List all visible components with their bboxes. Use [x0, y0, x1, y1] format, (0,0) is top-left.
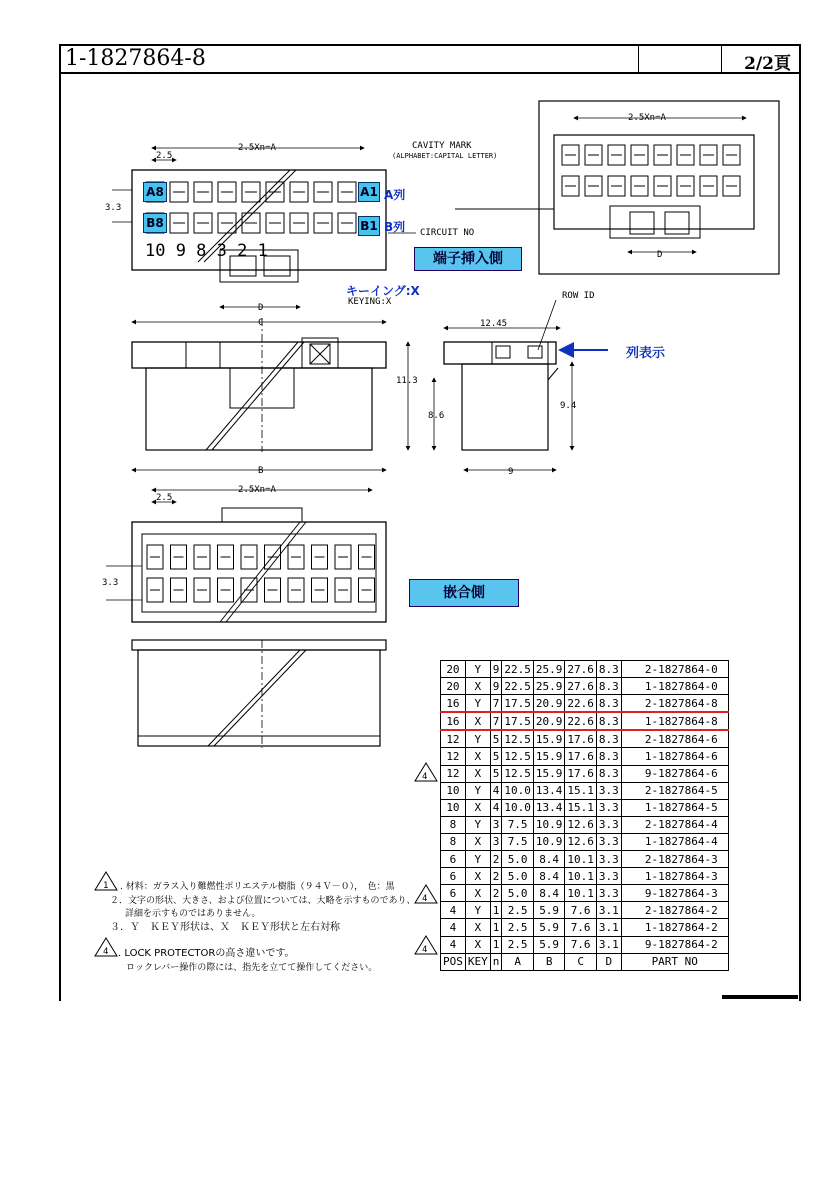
cell-n: 3	[490, 816, 502, 833]
cell-n: 1	[490, 936, 502, 953]
cell-key: X	[465, 712, 490, 730]
cell-a: 10.0	[502, 799, 534, 816]
table-row	[441, 885, 729, 902]
cell-part: 2-1827864-6	[621, 730, 728, 748]
cell-key: X	[465, 678, 490, 695]
cell-c: 17.6	[565, 748, 597, 765]
cell-c: 22.6	[565, 712, 597, 730]
cell-d: 8.3	[596, 765, 621, 782]
top-dim-pitch: 2.5	[156, 151, 173, 161]
cell-n: 2	[490, 868, 502, 885]
table-row	[441, 695, 729, 713]
cell-part: 1-1827864-4	[621, 833, 728, 850]
cell-d: 8.3	[596, 712, 621, 730]
table-row	[441, 765, 729, 782]
cell-pos: 4	[441, 902, 466, 919]
cell-c: 27.6	[565, 678, 597, 695]
cell-d: 3.3	[596, 816, 621, 833]
header-cell: POS	[441, 953, 466, 970]
cell-key: X	[465, 748, 490, 765]
mating-side-view	[106, 490, 386, 622]
note-2: ２．文字の形状、大きさ、および位置については、大略を示すものであり、	[110, 896, 416, 906]
top-dim-a: 2.5Xn=A	[238, 143, 276, 153]
circuit-no-label: CIRCUIT NO	[420, 228, 475, 238]
cell-part: 2-1827864-0	[621, 661, 728, 678]
cell-b: 5.9	[533, 936, 565, 953]
inset-dim-a: 2.5Xn=A	[628, 113, 666, 123]
cell-key: X	[465, 799, 490, 816]
table-row	[441, 661, 729, 678]
cell-n: 2	[490, 885, 502, 902]
table-row	[441, 868, 729, 885]
table-row	[441, 712, 729, 730]
cell-n: 1	[490, 902, 502, 919]
cell-d: 8.3	[596, 730, 621, 748]
header-cell: KEY	[465, 953, 490, 970]
cell-key: Y	[465, 782, 490, 799]
cell-d: 3.3	[596, 782, 621, 799]
cell-pos: 20	[441, 678, 466, 695]
cell-n: 1	[490, 919, 502, 936]
cell-pos: 12	[441, 730, 466, 748]
cell-d: 8.3	[596, 678, 621, 695]
dim-8-6: 8.6	[428, 411, 445, 421]
cell-pos: 10	[441, 799, 466, 816]
cavity-b8: B8	[143, 213, 167, 233]
cavity-a8: A8	[143, 182, 167, 202]
table-row	[441, 799, 729, 816]
part-table	[440, 660, 729, 971]
cell-part: 2-1827864-5	[621, 782, 728, 799]
cell-d: 3.1	[596, 936, 621, 953]
cell-a: 7.5	[502, 816, 534, 833]
note-4b: ロックレバー操作の際には、指先を立てて操作してください。	[126, 963, 378, 973]
mating-cell-grid	[147, 545, 375, 602]
table-row	[441, 919, 729, 936]
cell-part: 9-1827864-3	[621, 885, 728, 902]
cell-d: 8.3	[596, 695, 621, 713]
cell-c: 7.6	[565, 902, 597, 919]
cell-key: X	[465, 868, 490, 885]
cell-a: 5.0	[502, 851, 534, 868]
cell-b: 10.9	[533, 816, 565, 833]
dim-c: C	[258, 318, 264, 328]
cell-b: 15.9	[533, 765, 565, 782]
cell-b: 15.9	[533, 748, 565, 765]
cell-part: 9-1827864-2	[621, 936, 728, 953]
cell-part: 2-1827864-2	[621, 902, 728, 919]
cell-pos: 12	[441, 765, 466, 782]
cell-key: X	[465, 885, 490, 902]
cell-part: 2-1827864-4	[621, 816, 728, 833]
cell-a: 12.5	[502, 765, 534, 782]
cell-c: 27.6	[565, 661, 597, 678]
cavity-mark-label: CAVITY MARK	[412, 141, 472, 151]
cell-key: X	[465, 936, 490, 953]
front-side-view	[132, 307, 386, 470]
lock-protector-view	[132, 640, 386, 748]
cell-pos: 16	[441, 695, 466, 713]
rev-mark-1: 4	[422, 772, 428, 782]
keying-jp-label: キーイング:X	[346, 284, 420, 298]
table-row	[441, 936, 729, 953]
cell-b: 5.9	[533, 919, 565, 936]
cell-a: 12.5	[502, 730, 534, 748]
cell-a: 22.5	[502, 661, 534, 678]
cell-c: 7.6	[565, 919, 597, 936]
cell-b: 20.9	[533, 695, 565, 713]
cell-key: Y	[465, 851, 490, 868]
cell-c: 12.6	[565, 816, 597, 833]
mate-dim-a: 2.5Xn=A	[238, 485, 276, 495]
cell-key: Y	[465, 661, 490, 678]
cell-d: 3.3	[596, 851, 621, 868]
header-cell: C	[565, 953, 597, 970]
dim-9: 9	[508, 467, 514, 477]
note-3: ３．Ｙ ＫＥＹ形状は、Ｘ ＫＥＹ形状と左右対称	[110, 922, 340, 933]
cell-key: X	[465, 765, 490, 782]
cell-key: Y	[465, 695, 490, 713]
cell-d: 3.1	[596, 902, 621, 919]
cell-d: 3.3	[596, 833, 621, 850]
inset-cells	[562, 145, 740, 196]
cell-part: 2-1827864-3	[621, 851, 728, 868]
cell-a: 2.5	[502, 936, 534, 953]
mate-dim-pitch: 2.5	[156, 493, 173, 503]
cell-n: 9	[490, 661, 502, 678]
a-row-label: A列	[384, 188, 406, 202]
cell-a: 17.5	[502, 695, 534, 713]
cell-b: 15.9	[533, 730, 565, 748]
cell-a: 5.0	[502, 885, 534, 902]
part-number: 1-1827864-8	[65, 46, 206, 71]
table-row	[441, 816, 729, 833]
cell-key: X	[465, 833, 490, 850]
cell-b: 8.4	[533, 885, 565, 902]
cell-b: 8.4	[533, 851, 565, 868]
note-2b: 詳細を示すものではありません。	[125, 909, 261, 919]
table-row	[441, 782, 729, 799]
cell-a: 2.5	[502, 902, 534, 919]
cavity-a1: A1	[358, 182, 380, 202]
cell-n: 5	[490, 765, 502, 782]
end-view	[408, 300, 608, 470]
cell-a: 2.5	[502, 919, 534, 936]
cell-pos: 12	[441, 748, 466, 765]
cell-a: 7.5	[502, 833, 534, 850]
table-row	[441, 730, 729, 748]
cell-pos: 4	[441, 919, 466, 936]
cell-pos: 8	[441, 833, 466, 850]
top-dim-row: 3.3	[105, 203, 122, 213]
dim-11-3: 11.3	[396, 376, 418, 386]
cell-pos: 8	[441, 816, 466, 833]
cell-n: 4	[490, 782, 502, 799]
page-number: 2/2頁	[744, 54, 791, 74]
cell-part: 1-1827864-8	[621, 712, 728, 730]
cell-a: 12.5	[502, 748, 534, 765]
keying-en: KEYING:X	[348, 297, 392, 307]
cell-b: 20.9	[533, 712, 565, 730]
cell-n: 5	[490, 730, 502, 748]
cell-part: 1-1827864-2	[621, 919, 728, 936]
dim-12-45: 12.45	[480, 319, 508, 329]
rev-mark-2: 4	[422, 894, 428, 904]
cell-n: 3	[490, 833, 502, 850]
cell-key: X	[465, 919, 490, 936]
cavity-mark-sub: (ALPHABET:CAPITAL LETTER)	[392, 152, 498, 160]
cell-c: 10.1	[565, 885, 597, 902]
cell-pos: 6	[441, 851, 466, 868]
dim-b: B	[258, 466, 264, 476]
cell-c: 10.1	[565, 851, 597, 868]
row-display-label: 列表示	[626, 346, 666, 361]
cell-b: 5.9	[533, 902, 565, 919]
cell-d: 3.3	[596, 885, 621, 902]
cell-d: 3.3	[596, 868, 621, 885]
header-cell: n	[490, 953, 502, 970]
note-4: . LOCK PROTECTORの高さ違いです。	[118, 948, 295, 959]
cell-pos: 4	[441, 936, 466, 953]
cell-d: 3.1	[596, 919, 621, 936]
table-row	[441, 678, 729, 695]
cell-c: 15.1	[565, 782, 597, 799]
cell-a: 17.5	[502, 712, 534, 730]
cell-b: 13.4	[533, 782, 565, 799]
cell-key: Y	[465, 902, 490, 919]
cell-n: 9	[490, 678, 502, 695]
cell-c: 12.6	[565, 833, 597, 850]
row-id-label: ROW ID	[562, 291, 595, 301]
cell-pos: 20	[441, 661, 466, 678]
cell-key: Y	[465, 730, 490, 748]
cavity-b1: B1	[358, 216, 380, 236]
insert-side-label: 端子挿入側	[414, 247, 522, 271]
dim-9-4: 9.4	[560, 401, 577, 411]
cell-b: 25.9	[533, 661, 565, 678]
cell-part: 1-1827864-3	[621, 868, 728, 885]
note-1: . 材料：ガラス入り難燃性ポリエステル樹脂（９４Ｖ－０）， 色：黒	[120, 882, 395, 892]
cell-pos: 16	[441, 712, 466, 730]
cell-part: 1-1827864-0	[621, 678, 728, 695]
cell-part: 2-1827864-8	[621, 695, 728, 713]
cell-c: 22.6	[565, 695, 597, 713]
note4-num: 4	[103, 947, 109, 957]
cell-c: 10.1	[565, 868, 597, 885]
cell-c: 17.6	[565, 730, 597, 748]
cell-b: 8.4	[533, 868, 565, 885]
table-row	[441, 851, 729, 868]
mating-side-label: 嵌合側	[409, 579, 519, 607]
b-row-label: B列	[384, 220, 406, 234]
rev-mark-3: 4	[422, 945, 428, 955]
table-row	[441, 902, 729, 919]
cell-n: 4	[490, 799, 502, 816]
cell-n: 7	[490, 695, 502, 713]
cell-c: 17.6	[565, 765, 597, 782]
cell-pos: 6	[441, 868, 466, 885]
cell-d: 3.3	[596, 799, 621, 816]
cell-c: 15.1	[565, 799, 597, 816]
cell-pos: 6	[441, 885, 466, 902]
cell-b: 25.9	[533, 678, 565, 695]
cell-d: 8.3	[596, 748, 621, 765]
cell-n: 2	[490, 851, 502, 868]
dim-d: D	[258, 303, 264, 313]
header-cell: PART NO	[621, 953, 728, 970]
cell-d: 8.3	[596, 661, 621, 678]
cell-a: 22.5	[502, 678, 534, 695]
cell-part: 1-1827864-6	[621, 748, 728, 765]
cell-b: 10.9	[533, 833, 565, 850]
cell-key: Y	[465, 816, 490, 833]
cell-n: 5	[490, 748, 502, 765]
header-cell: D	[596, 953, 621, 970]
note1-num: 1	[103, 881, 109, 891]
cell-c: 7.6	[565, 936, 597, 953]
inset-dim-d: D	[657, 250, 663, 260]
cell-pos: 10	[441, 782, 466, 799]
cell-a: 10.0	[502, 782, 534, 799]
cell-part: 1-1827864-5	[621, 799, 728, 816]
table-row	[441, 833, 729, 850]
header-cell: B	[533, 953, 565, 970]
cell-part: 9-1827864-6	[621, 765, 728, 782]
top-cell-grid	[146, 182, 356, 233]
header-cell: A	[502, 953, 534, 970]
circuit-digits: 10 9 8 3 2 1	[145, 241, 268, 261]
table-row	[441, 748, 729, 765]
mate-dim-row: 3.3	[102, 578, 119, 588]
cell-a: 5.0	[502, 868, 534, 885]
cell-n: 7	[490, 712, 502, 730]
cell-b: 13.4	[533, 799, 565, 816]
table-header-row	[441, 953, 729, 970]
